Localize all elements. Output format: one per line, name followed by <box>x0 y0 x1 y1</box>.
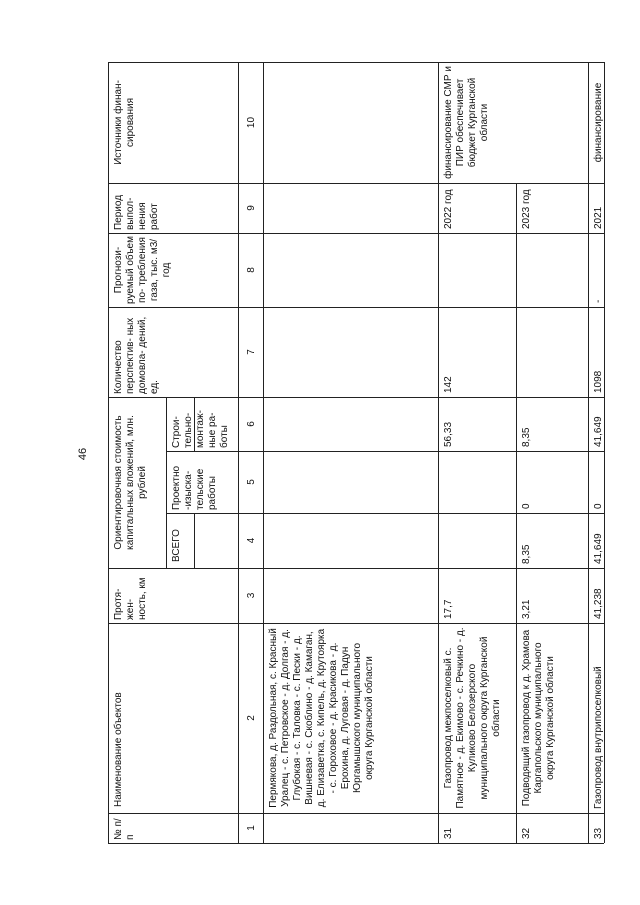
col-number-6: 6 <box>246 421 257 427</box>
header-cost: Ориентировочная стоимость капитальных вложений, млн. рублей <box>113 415 148 550</box>
header-design: Проектно -изыска- тельские работы <box>171 465 218 510</box>
table-rule <box>588 62 589 843</box>
table-rule <box>238 62 239 843</box>
cell-source-3: финансирование <box>593 82 604 163</box>
table-rule <box>108 623 604 624</box>
cell-name-2: Подводящий газопровод к д. Храмова Каргапольского муниципального округа Курганской области <box>521 629 556 807</box>
table-rule <box>108 568 604 569</box>
cell-name-3: Газопровод внутрипоселковый <box>593 666 604 809</box>
cell-total-3: 41,649 <box>593 533 604 564</box>
col-number-5: 5 <box>246 479 257 485</box>
table-rule <box>108 62 604 63</box>
cell-length-2: 3,21 <box>521 599 532 619</box>
cell-construction-2: 8,35 <box>521 427 532 447</box>
cell-source-1: финансирование СМР и ПИР обеспечивает бюджет Курганской области <box>443 66 490 179</box>
header-gas-volume: Прогнози- руемый объем по- требления газа, тыс. м3/год <box>113 236 172 304</box>
table-rule <box>604 62 605 843</box>
header-num: № п/п <box>113 818 136 840</box>
table-rule <box>438 62 439 843</box>
cell-num-3: 33 <box>593 827 604 839</box>
cell-length-3: 41,238 <box>593 588 604 619</box>
header-length: Протя- жен- ность, км <box>113 577 148 620</box>
cell-num-2: 32 <box>521 827 532 839</box>
cell-households-1: 142 <box>443 376 454 393</box>
cell-construction-1: 56,33 <box>443 421 454 447</box>
header-name: Наименование объектов <box>113 692 124 807</box>
table-rule <box>166 451 604 452</box>
cell-period-1: 2022 год <box>443 189 454 229</box>
cell-design-2: 0 <box>521 503 532 509</box>
col-number-2: 2 <box>246 715 257 721</box>
cell-period-2: 2023 год <box>521 189 532 229</box>
col-number-1: 1 <box>246 825 257 831</box>
table-rule <box>108 183 604 184</box>
cell-gas_volume-3: - <box>593 299 604 303</box>
table-rule <box>108 233 604 234</box>
cell-name-0: Пермякова, д. Раздольная, с. Красный Уралец - с. Петровское - д. Долгая - д. Глубокая - с. Таловка - с. Пески - д. Вишневая - с. Скоблино - д. Камаган, д. Елизаветка, с. Кипель, д. Крутоярка - с. Гороховое - д. Красикова - д. Ерохина, д. Луговая - д. Падун Юргамышского муниципального округа Курганской области <box>268 628 375 808</box>
table-rule <box>108 307 604 308</box>
col-number-4: 4 <box>246 537 257 544</box>
header-construction: Строи- тельно- монтаж- ные ра- боты <box>171 409 230 448</box>
cell-design-3: 0 <box>593 503 604 509</box>
cell-construction-3: 41,649 <box>593 416 604 447</box>
col-number-10: 10 <box>246 116 257 129</box>
col-number-8: 8 <box>246 267 257 273</box>
cell-period-3: 2021 <box>593 206 604 229</box>
col-number-3: 3 <box>246 592 257 599</box>
table-rule <box>108 62 109 843</box>
header-total: ВСЕГО <box>171 529 182 562</box>
table-rule <box>108 397 604 398</box>
col-number-7: 7 <box>246 349 257 355</box>
table-rule <box>263 62 264 843</box>
table-rule <box>108 843 604 844</box>
table-rule <box>108 813 604 814</box>
cell-households-3: 1098 <box>593 370 604 393</box>
table-rule <box>166 513 604 514</box>
header-source: Источники финан- сирования <box>113 80 136 165</box>
col-number-9: 9 <box>246 205 257 211</box>
header-period: Период выпол- нения работ <box>113 194 160 230</box>
cell-total-2: 8,35 <box>521 544 532 564</box>
header-households: Количество перспектив- ных домовла- дений, ед. <box>113 316 160 394</box>
page-number: 46 <box>77 447 89 461</box>
cell-num-1: 31 <box>443 827 454 839</box>
cell-name-1: Газопровод межпоселковый с. Памятное - д. Екимово - с. Речкино - д. Куликово Белозерского муниципального округа Курганской области <box>443 627 502 809</box>
cell-length-1: 17,7 <box>443 599 454 619</box>
table-rule <box>166 397 167 568</box>
